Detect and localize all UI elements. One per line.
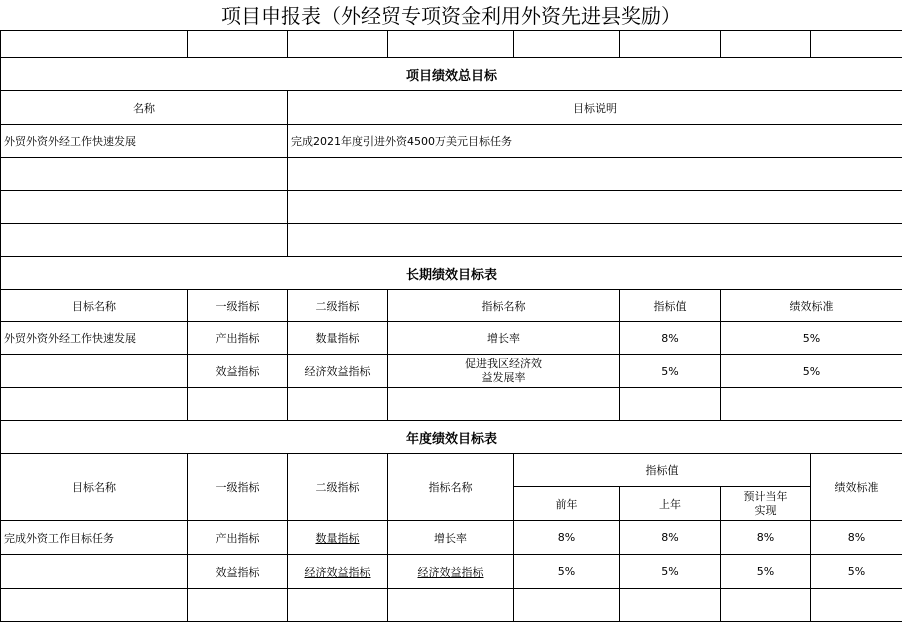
col-value: 指标值 [620, 290, 721, 322]
level2-cell[interactable]: 经济效益指标 [288, 355, 388, 388]
blank-cell[interactable] [1, 31, 188, 58]
blank-cell[interactable] [620, 31, 721, 58]
level1-cell[interactable]: 效益指标 [188, 555, 288, 589]
empty-cell[interactable] [188, 589, 288, 622]
goal-cell[interactable] [1, 355, 188, 388]
level1-cell[interactable]: 产出指标 [188, 521, 288, 555]
indicator-cell[interactable]: 增长率 [388, 322, 620, 355]
empty-cell[interactable] [721, 388, 902, 421]
standard-cell[interactable]: 5% [721, 322, 902, 355]
table-row [1, 589, 902, 622]
indicator-cell[interactable] [388, 555, 514, 589]
overall-row [1, 125, 902, 158]
expected-cell[interactable]: 5% [721, 555, 811, 589]
level2-cell[interactable] [288, 555, 388, 589]
overall-desc-header: 目标说明 [288, 91, 902, 125]
level2-link[interactable]: 经济效益指标 [304, 565, 371, 579]
col-indicator: 指标名称 [388, 290, 620, 322]
level2-cell[interactable] [288, 521, 388, 555]
indicator-cell[interactable]: 增长率 [388, 521, 514, 555]
value-cell[interactable]: 8% [620, 322, 721, 355]
longterm-header: 长期绩效目标表 [1, 257, 902, 290]
table-row [1, 388, 902, 421]
goal-cell[interactable] [1, 555, 188, 589]
annual-col-level1: 一级指标 [188, 454, 288, 521]
annual-col-expected [721, 487, 811, 521]
indicator-cell[interactable] [388, 355, 620, 388]
level2-cell[interactable]: 数量指标 [288, 322, 388, 355]
longterm-column-headers [1, 290, 902, 322]
col-level1: 一级指标 [188, 290, 288, 322]
prev2-cell[interactable]: 5% [514, 555, 620, 589]
goal-cell[interactable]: 完成外资工作目标任务 [1, 521, 188, 555]
overall-goal-desc[interactable]: 完成2021年度引进外资4500万美元目标任务 [288, 125, 902, 158]
overall-row [1, 224, 902, 257]
col-goal-name: 目标名称 [1, 290, 188, 322]
empty-cell[interactable] [388, 589, 514, 622]
blank-cell[interactable] [514, 31, 620, 58]
empty-cell[interactable] [620, 589, 721, 622]
annual-col-value: 指标值 [514, 454, 811, 487]
overall-empty-desc[interactable] [288, 224, 902, 257]
empty-cell[interactable] [188, 388, 288, 421]
blank-cell[interactable] [188, 31, 288, 58]
indicator-text: 促进我区经济效益发展率 [465, 357, 542, 384]
annual-col-expected-text: 预计当年实现 [743, 489, 788, 517]
overall-empty-name[interactable] [1, 191, 288, 224]
table-row [1, 322, 902, 355]
table-row [1, 355, 902, 388]
empty-cell[interactable] [721, 589, 811, 622]
empty-cell[interactable] [288, 388, 388, 421]
prev1-cell[interactable]: 5% [620, 555, 721, 589]
overall-row [1, 191, 902, 224]
overall-empty-name[interactable] [1, 158, 288, 191]
blank-row [1, 31, 902, 58]
empty-cell[interactable] [288, 589, 388, 622]
overall-goal-name[interactable]: 外贸外资外经工作快速发展 [1, 125, 288, 158]
blank-cell[interactable] [721, 31, 811, 58]
empty-cell[interactable] [811, 589, 902, 622]
goal-cell[interactable]: 外贸外资外经工作快速发展 [1, 322, 188, 355]
empty-cell[interactable] [514, 589, 620, 622]
annual-col-goal-name: 目标名称 [1, 454, 188, 521]
blank-cell[interactable] [811, 31, 902, 58]
annual-col-level2: 二级指标 [288, 454, 388, 521]
col-standard: 绩效标准 [721, 290, 902, 322]
empty-cell[interactable] [1, 388, 188, 421]
level1-cell[interactable]: 效益指标 [188, 355, 288, 388]
overall-goal-header: 项目绩效总目标 [1, 58, 902, 91]
overall-empty-desc[interactable] [288, 158, 902, 191]
blank-cell[interactable] [388, 31, 514, 58]
annual-col-prev2: 前年 [514, 487, 620, 521]
standard-cell[interactable]: 5% [721, 355, 902, 388]
standard-cell[interactable]: 5% [811, 555, 902, 589]
report-table [0, 30, 902, 622]
indicator-link[interactable]: 经济效益指标 [417, 565, 484, 579]
expected-cell[interactable]: 8% [721, 521, 811, 555]
overall-name-header: 名称 [1, 91, 288, 125]
table-row [1, 521, 902, 555]
annual-col-prev1: 上年 [620, 487, 721, 521]
empty-cell[interactable] [1, 589, 188, 622]
empty-cell[interactable] [620, 388, 721, 421]
empty-cell[interactable] [388, 388, 620, 421]
value-cell[interactable]: 5% [620, 355, 721, 388]
annual-col-standard: 绩效标准 [811, 454, 902, 521]
col-level2: 二级指标 [288, 290, 388, 322]
page-title: 项目申报表（外经贸专项资金利用外资先进县奖励） [221, 4, 681, 28]
overall-empty-name[interactable] [1, 224, 288, 257]
prev2-cell[interactable]: 8% [514, 521, 620, 555]
prev1-cell[interactable]: 8% [620, 521, 721, 555]
blank-cell[interactable] [288, 31, 388, 58]
annual-col-indicator: 指标名称 [388, 454, 514, 521]
table-row [1, 555, 902, 589]
annual-header: 年度绩效目标表 [1, 421, 902, 454]
level2-link[interactable]: 数量指标 [315, 531, 360, 545]
overall-row [1, 158, 902, 191]
overall-empty-desc[interactable] [288, 191, 902, 224]
level1-cell[interactable]: 产出指标 [188, 322, 288, 355]
standard-cell[interactable]: 8% [811, 521, 902, 555]
